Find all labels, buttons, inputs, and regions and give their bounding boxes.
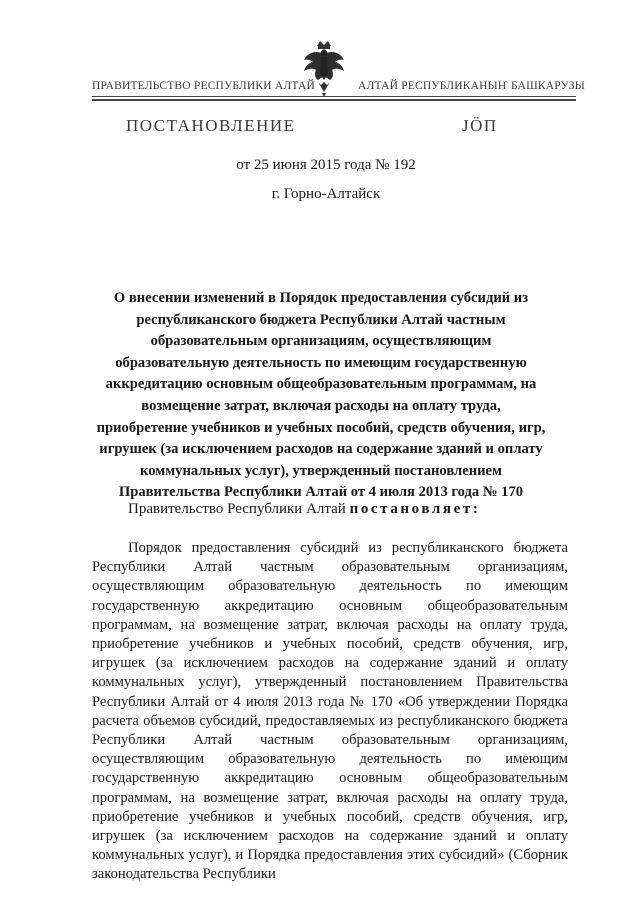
decree-prefix: Правительство Республики Алтай	[128, 501, 346, 517]
body-paragraph-1: Порядок предоставления субсидий из республиканского бюджета Республики Алтай частным образовательным организациям, осуществляющим образовательную деятельность по имеющим государственную аккредитацию основным общеобразовательным программам, на возмещение затрат, включая расходы на оплату труда, приобретение учебников и учебных пособий, средств обучения, игр, игрушек (за исключением расходов на содержание зданий и оплату коммунальных услуг), утвержденный постановлением Правительства Республики Алтай от 4 июля 2013 года № 170 «Об утверждении Порядка расчета объемов субсидий, предоставляемых из республиканского бюджета Республики Алтай частным образовательным организациям, осуществляющим образовательную деятельность по имеющим государственную аккредитацию основным общеобразовательным программам, на возмещение затрат, включая расходы на оплату труда, приобретение учебников и учебных пособий, средств обучения, игр, игрушек (за исключением расходов на содержание зданий и оплату коммунальных услуг), и Порядка предоставления этих субсидий» (Сборник законодательства Республики	[92, 540, 568, 883]
organization-name-altai: АЛТАЙ РЕСПУБЛИКАНЫҤ БАШКАРУЗЫ	[358, 80, 585, 92]
document-type-altai: JӦП	[462, 116, 498, 135]
header-rule-thick	[92, 99, 576, 101]
organization-name-russian: ПРАВИТЕЛЬСТВО РЕСПУБЛИКИ АЛТАЙ	[92, 80, 316, 92]
decree-verb: постановляет:	[349, 501, 481, 517]
document-title: О внесении изменений в Порядок предоставления субсидий из республиканского бюджета Республики Алтай частным образовательным организациям, осуществляющим образовательную деятельность по имеющим государственную аккредитацию основным общеобразовательным программам, на возмещение затрат, включая расходы на оплату труда, приобретение учебников и учебных пособий, средств обучения, игр, игрушек (за исключением расходов на содержание зданий и оплату коммунальных услуг), утвержденный постановлением Правительства Республики Алтай от 4 июля 2013 года № 170	[96, 290, 546, 501]
document-type-russian: ПОСТАНОВЛЕНИЕ	[126, 116, 296, 135]
header-rule-thin	[92, 96, 576, 97]
decree-line	[128, 501, 480, 518]
document-date-number: от 25 июня 2015 года № 192	[236, 157, 416, 173]
document-city: г. Горно-Алтайск	[271, 186, 381, 202]
